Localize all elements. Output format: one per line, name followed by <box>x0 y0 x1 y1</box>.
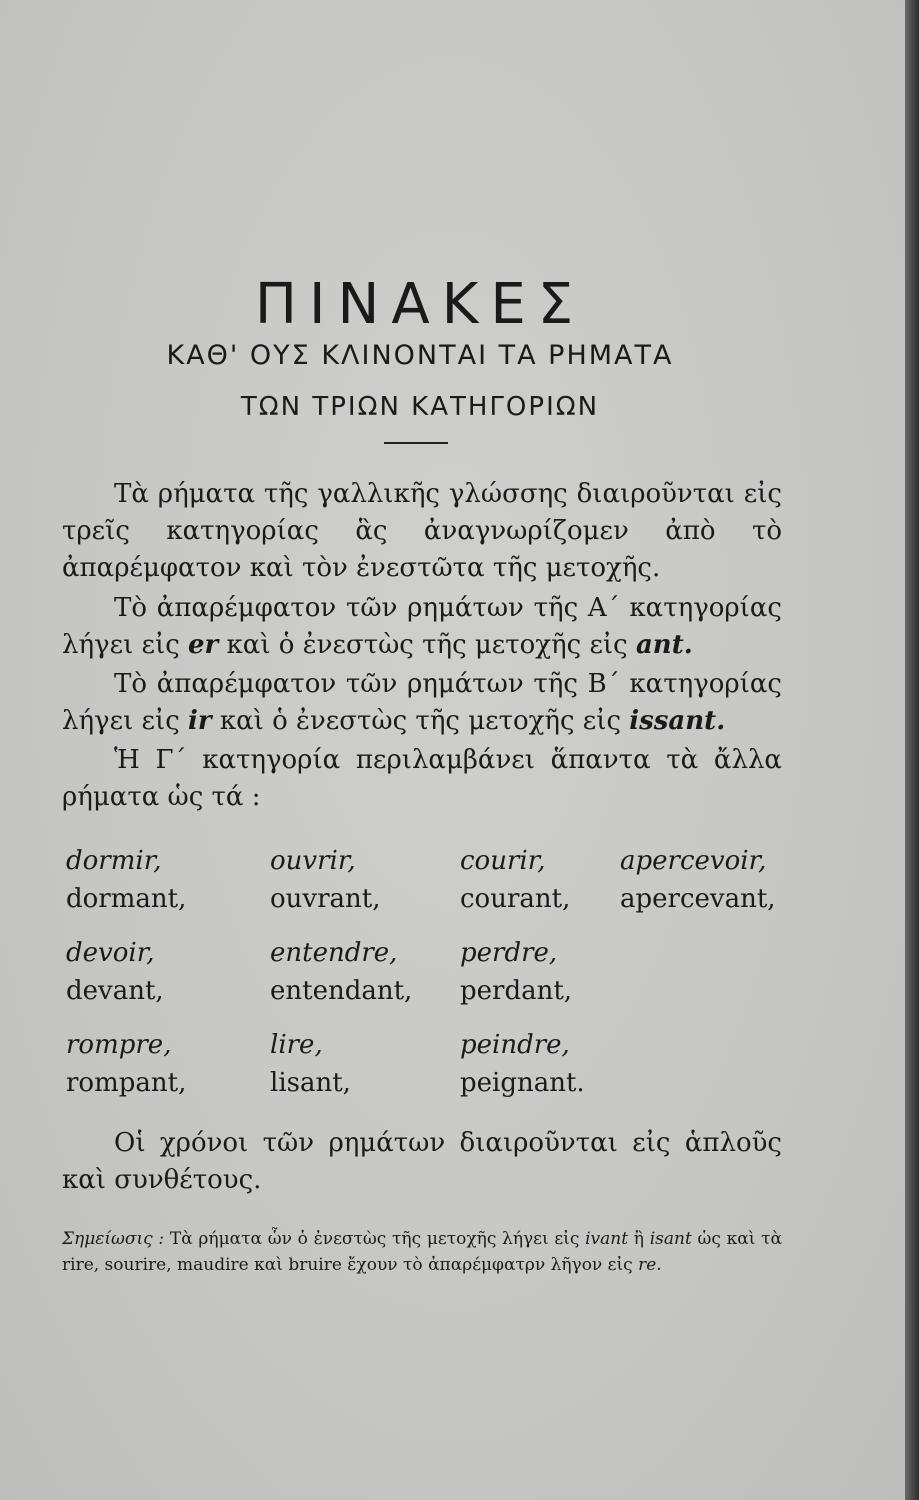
suffix-isant: isant <box>649 1229 692 1249</box>
text-span: καὶ ὁ ἐνεστὼς τῆς μετοχῆς εἰς <box>218 630 636 660</box>
subtitle-line-2: ΤΩΝ ΤΡΙΩΝ ΚΑΤΗΓΟΡΙΩΝ <box>240 392 600 422</box>
suffix-er: er <box>188 630 219 660</box>
verb-entry <box>460 934 572 1010</box>
suffix-issant: issant. <box>629 706 726 736</box>
verb-entry <box>66 934 164 1010</box>
suffix-ant: ant. <box>635 630 693 660</box>
verb-participle: rompant, <box>66 1068 187 1098</box>
text-span: καὶ ὁ ἐνεστὼς τῆς μετοχῆς εἰς <box>211 706 630 736</box>
suffix-ir: ir <box>188 706 212 736</box>
page-edge-shadow <box>905 0 919 1500</box>
verb-infinitive: devoir, <box>66 938 155 968</box>
verb-entry <box>270 1026 351 1102</box>
paragraph-third-category: Ἡ Γ΄ κατηγορία περιλαμβάνει ἅπαντα τὰ ἄλλα ρήματα ὡς τά : <box>62 745 782 812</box>
suffix-ivant: ivant <box>585 1229 629 1249</box>
verb-participle: ouvrant, <box>270 884 381 914</box>
footnote <box>62 1226 782 1278</box>
verb-participle: peignant. <box>460 1068 585 1098</box>
subtitle-line-1: ΚΑΘ' ΟΥΣ ΚΛΙΝΟΝΤΑΙ ΤΑ ΡΗΜΑΤΑ <box>166 340 674 371</box>
verb-infinitive: courir, <box>460 846 546 876</box>
text-span: Τὸ ἀπαρέμφατον τῶν ρημάτων τῆς Α΄ κατηγορίας λήγει εἰς <box>62 593 782 660</box>
footnote-label: Σημείωσις : <box>62 1229 165 1249</box>
verb-row <box>66 1026 786 1118</box>
text-span: Τὸ ἀπαρέμφατον τῶν ρημάτων τῆς Β΄ κατηγορίας λήγει εἰς <box>62 669 782 736</box>
text-span: ὡς καὶ τὰ rire, sourire, maudire καὶ bruire ἔχουν τὸ ἀπαρέμφατρν λῆγον εἰς <box>62 1229 783 1275</box>
verb-entry <box>66 1026 186 1102</box>
verb-table <box>66 842 786 1118</box>
paragraph-first-category <box>62 590 782 664</box>
verb-infinitive: apercevoir, <box>620 846 767 876</box>
paragraph-second-category <box>62 666 782 740</box>
text-span: Τὰ ρήματα ὧν ὁ ἐνεστὼς τῆς μετοχῆς λήγει εἰς <box>164 1229 586 1249</box>
verb-entry <box>460 1026 585 1102</box>
verb-participle: apercevant, <box>620 884 776 914</box>
verb-participle: dormant, <box>66 884 187 914</box>
verb-infinitive: entendre, <box>270 938 398 968</box>
verb-infinitive: perdre, <box>460 938 558 968</box>
verb-infinitive: dormir, <box>66 846 162 876</box>
verb-row <box>66 934 786 1026</box>
verb-entry <box>460 842 570 918</box>
verb-entry <box>270 842 380 918</box>
verb-participle: entendant, <box>270 976 413 1006</box>
text-span: ἢ <box>628 1229 650 1249</box>
verb-row <box>66 842 786 934</box>
verb-entry <box>270 934 412 1010</box>
suffix-re: re. <box>638 1255 662 1275</box>
page-title: ΠΙΝΑΚΕΣ <box>254 272 586 337</box>
title-divider <box>384 442 448 444</box>
verb-infinitive: rompre, <box>66 1030 172 1060</box>
verb-participle: perdant, <box>460 976 573 1006</box>
verb-infinitive: ouvrir, <box>270 846 356 876</box>
verb-infinitive: lire, <box>270 1030 323 1060</box>
verb-entry <box>620 842 776 918</box>
verb-infinitive: peindre, <box>460 1030 570 1060</box>
paragraph-tenses: Οἱ χρόνοι τῶν ρημάτων διαιροῦνται εἰς ἁπλοῦς καὶ συνθέτους. <box>62 1128 782 1195</box>
verb-participle: lisant, <box>270 1068 351 1098</box>
verb-entry <box>66 842 186 918</box>
verb-participle: devant, <box>66 976 164 1006</box>
verb-participle: courant, <box>460 884 571 914</box>
paragraph-intro: Τὰ ρήματα τῆς γαλλικῆς γλώσσης διαιροῦνται εἰς τρεῖς κατηγορίας ἃς ἀναγνωρίζομεν ἀπὸ τὸ ἀπαρέμφατον καὶ τὸν ἐνεστῶτα τῆς μετοχῆς. <box>62 479 782 583</box>
